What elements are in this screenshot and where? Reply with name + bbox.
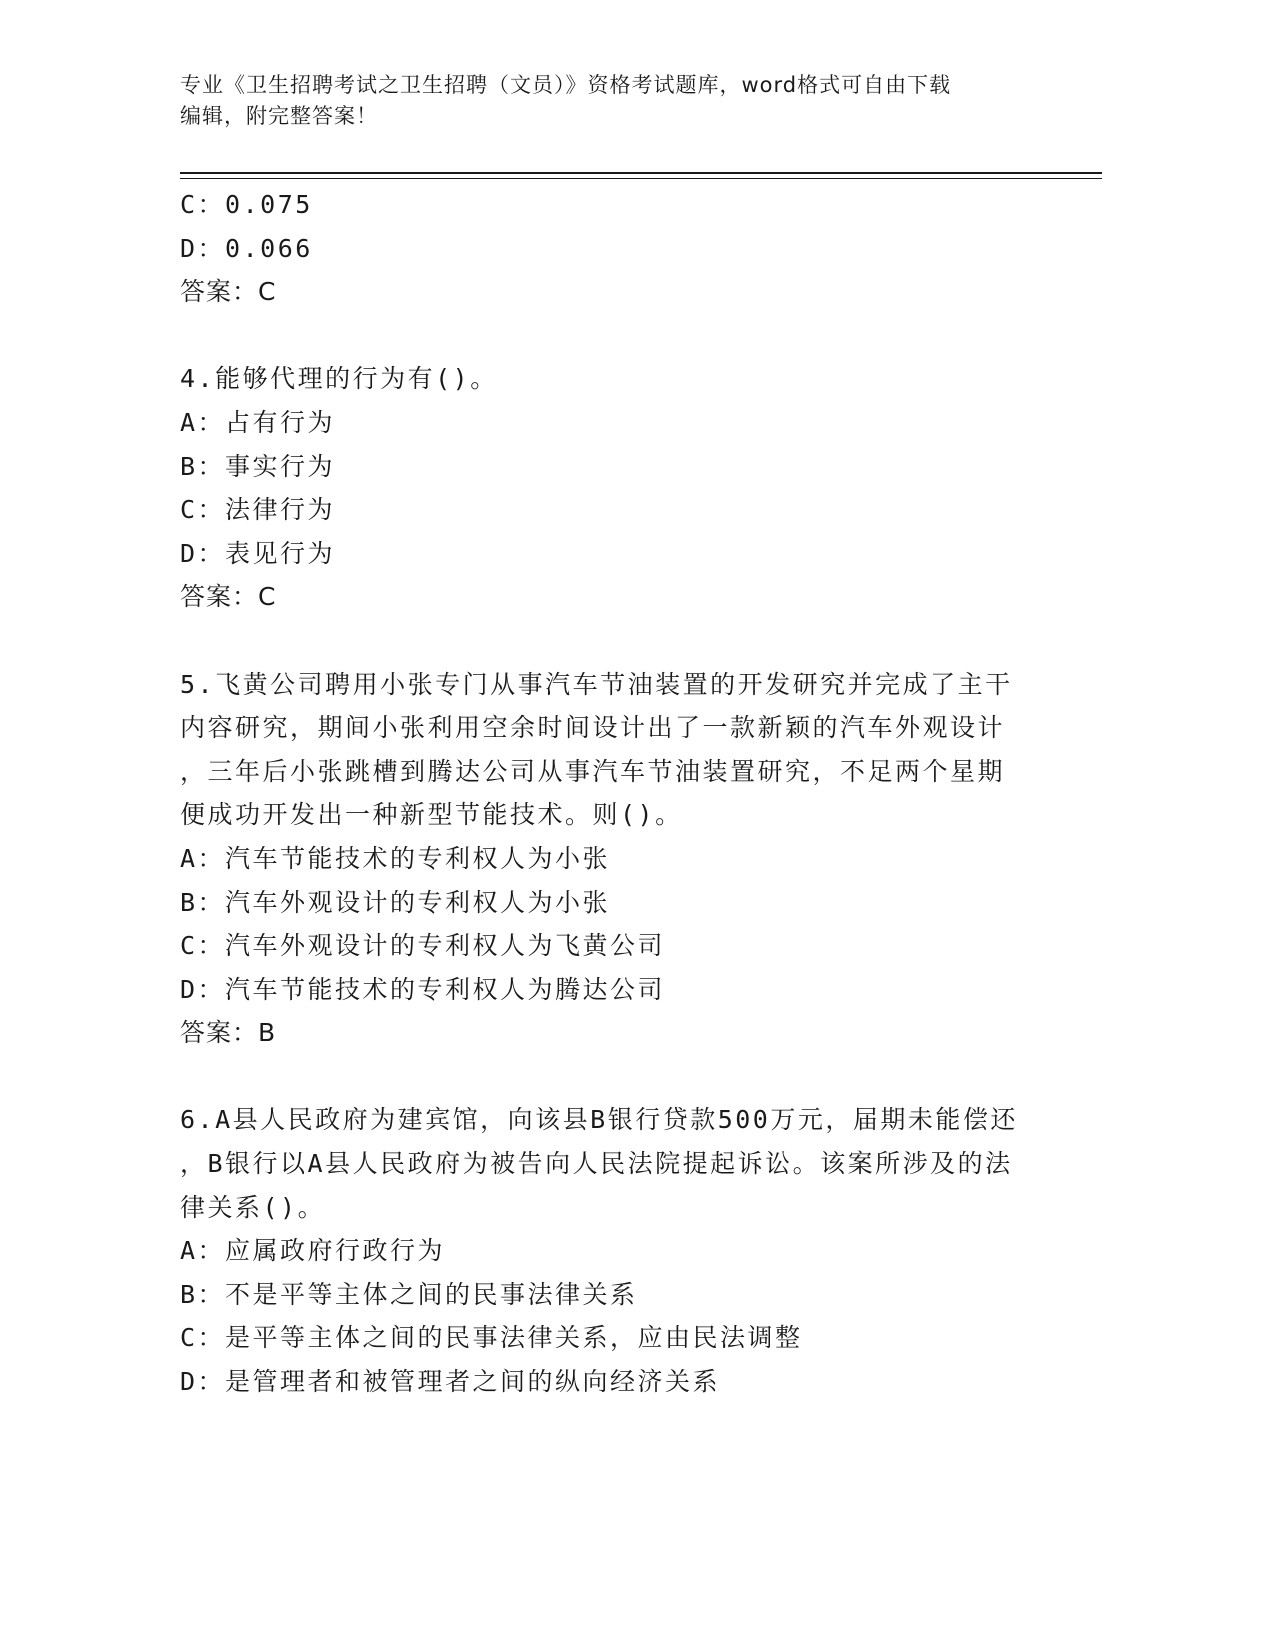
option-a: A：汽车节能技术的专利权人为小张 [180,843,611,873]
option-c: C：汽车外观设计的专利权人为飞黄公司 [180,931,666,961]
question-content [180,183,1060,1404]
spacer [180,1055,1060,1099]
option-b: B：事实行为 [180,451,336,481]
answer: 答案：C [180,582,277,612]
header-line-2: 编辑，附完整答案！ [180,104,378,128]
question-3 [180,183,1060,314]
option-d: D：0.066 [180,233,313,263]
question-stem-line: 便成功开发出一种新型节能技术。则()。 [180,800,683,830]
question-stem-line: ，三年后小张跳槽到腾达公司从事汽车节油装置研究，不足两个星期 [180,756,1006,786]
question-stem-line: 内容研究，期间小张利用空余时间设计出了一款新颖的汽车外观设计 [180,713,1006,743]
question-6 [180,1098,1060,1403]
answer: 答案：B [180,1018,277,1048]
option-d: D：表见行为 [180,538,336,568]
header-rule-thick [180,172,1102,174]
spacer [180,314,1060,358]
option-c: C：0.075 [180,190,313,219]
option-a: A：占有行为 [180,407,336,437]
header-rule-thin [180,178,1102,179]
question-stem-line: 律关系()。 [180,1192,326,1222]
option-d: D：是管理者和被管理者之间的纵向经济关系 [180,1367,721,1397]
option-a: A：应属政府行政行为 [180,1236,446,1266]
question-stem-line: ，B银行以A县人民政府为被告向人民法院提起诉讼。该案所涉及的法 [180,1149,1013,1179]
option-c: C：是平等主体之间的民事法律关系，应由民法调整 [180,1323,803,1353]
document-header [180,70,1060,132]
option-b: B：不是平等主体之间的民事法律关系 [180,1279,638,1309]
option-b: B：汽车外观设计的专利权人为小张 [180,887,611,917]
option-d: D：汽车节能技术的专利权人为腾达公司 [180,974,666,1004]
question-stem-line: 5.飞黄公司聘用小张专门从事汽车节油装置的开发研究并完成了主干 [180,669,1013,699]
question-stem-line: 6.A县人民政府为建宾馆，向该县B银行贷款500万元，届期未能偿还 [180,1105,1018,1135]
question-stem: 4.能够代理的行为有()。 [180,364,498,394]
question-4 [180,357,1060,619]
option-c: C：法律行为 [180,495,336,525]
answer: 答案：C [180,277,277,307]
spacer [180,619,1060,663]
question-5 [180,663,1060,1055]
header-line-1: 专业《卫生招聘考试之卫生招聘（文员）》资格考试题库，word格式可自由下载 [180,73,952,97]
